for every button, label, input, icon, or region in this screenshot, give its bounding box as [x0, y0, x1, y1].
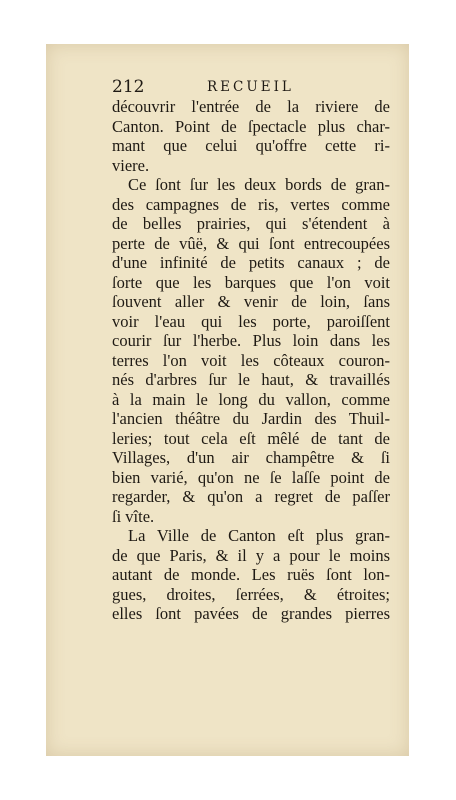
text-line: d'une infinité de petits canaux ; de: [112, 253, 390, 272]
text-line: La Ville de Canton eſt plus gran-: [128, 526, 390, 545]
text-line: nés d'arbres ſur le haut, & travaillés: [112, 370, 390, 389]
text-line: terres l'on voit les côteaux couron-: [112, 350, 390, 370]
text-line: de belles prairies, qui s'étendent à: [112, 214, 390, 233]
text-line: mant que celui qu'offre cette ri-: [112, 136, 390, 155]
running-title: RECUEIL: [207, 79, 294, 95]
text-line: regarder, & qu'on a regret de paſſer: [112, 487, 390, 506]
text-line: perte de vûë, & qui ſont entrecoupées: [112, 233, 390, 253]
text-line: leries; tout cela eſt mêlé de tant de: [112, 428, 390, 448]
text-line: voir l'eau qui les porte, paroiſſent: [112, 311, 390, 331]
text-line: ſouvent aller & venir de loin, ſans: [112, 292, 390, 311]
text-line: des campagnes de ris, vertes comme: [112, 194, 390, 214]
page-number: 212: [112, 77, 145, 97]
text-line: Canton. Point de ſpectacle plus char-: [112, 116, 390, 136]
text-line: elles ſont pavées de grandes pierres: [112, 604, 390, 623]
body-text: [112, 97, 390, 624]
text-line: Ce ſont ſur les deux bords de gran-: [128, 175, 390, 194]
running-head: [112, 76, 388, 98]
text-line: de que Paris, & il y a pour le moins: [112, 545, 390, 565]
text-line: gues, droites, ſerrées, & étroites;: [112, 584, 390, 604]
text-line: l'ancien théâtre du Jardin des Thuil-: [112, 409, 390, 428]
text-line: découvrir l'entrée de la riviere de: [112, 97, 390, 116]
text-line: ſi vîte.: [112, 506, 155, 526]
text-line: ſorte que les barques que l'on voit: [112, 272, 390, 292]
text-line: autant de monde. Les ruës ſont lon-: [112, 565, 390, 584]
text-line: bien varié, qu'on ne ſe laſſe point de: [112, 467, 390, 487]
text-line: Villages, d'un air champêtre & ſi: [112, 448, 390, 467]
text-line: viere.: [112, 155, 150, 175]
text-line: courir ſur l'herbe. Plus loin dans les: [112, 331, 390, 350]
text-line: à la main le long du vallon, comme: [112, 389, 390, 409]
